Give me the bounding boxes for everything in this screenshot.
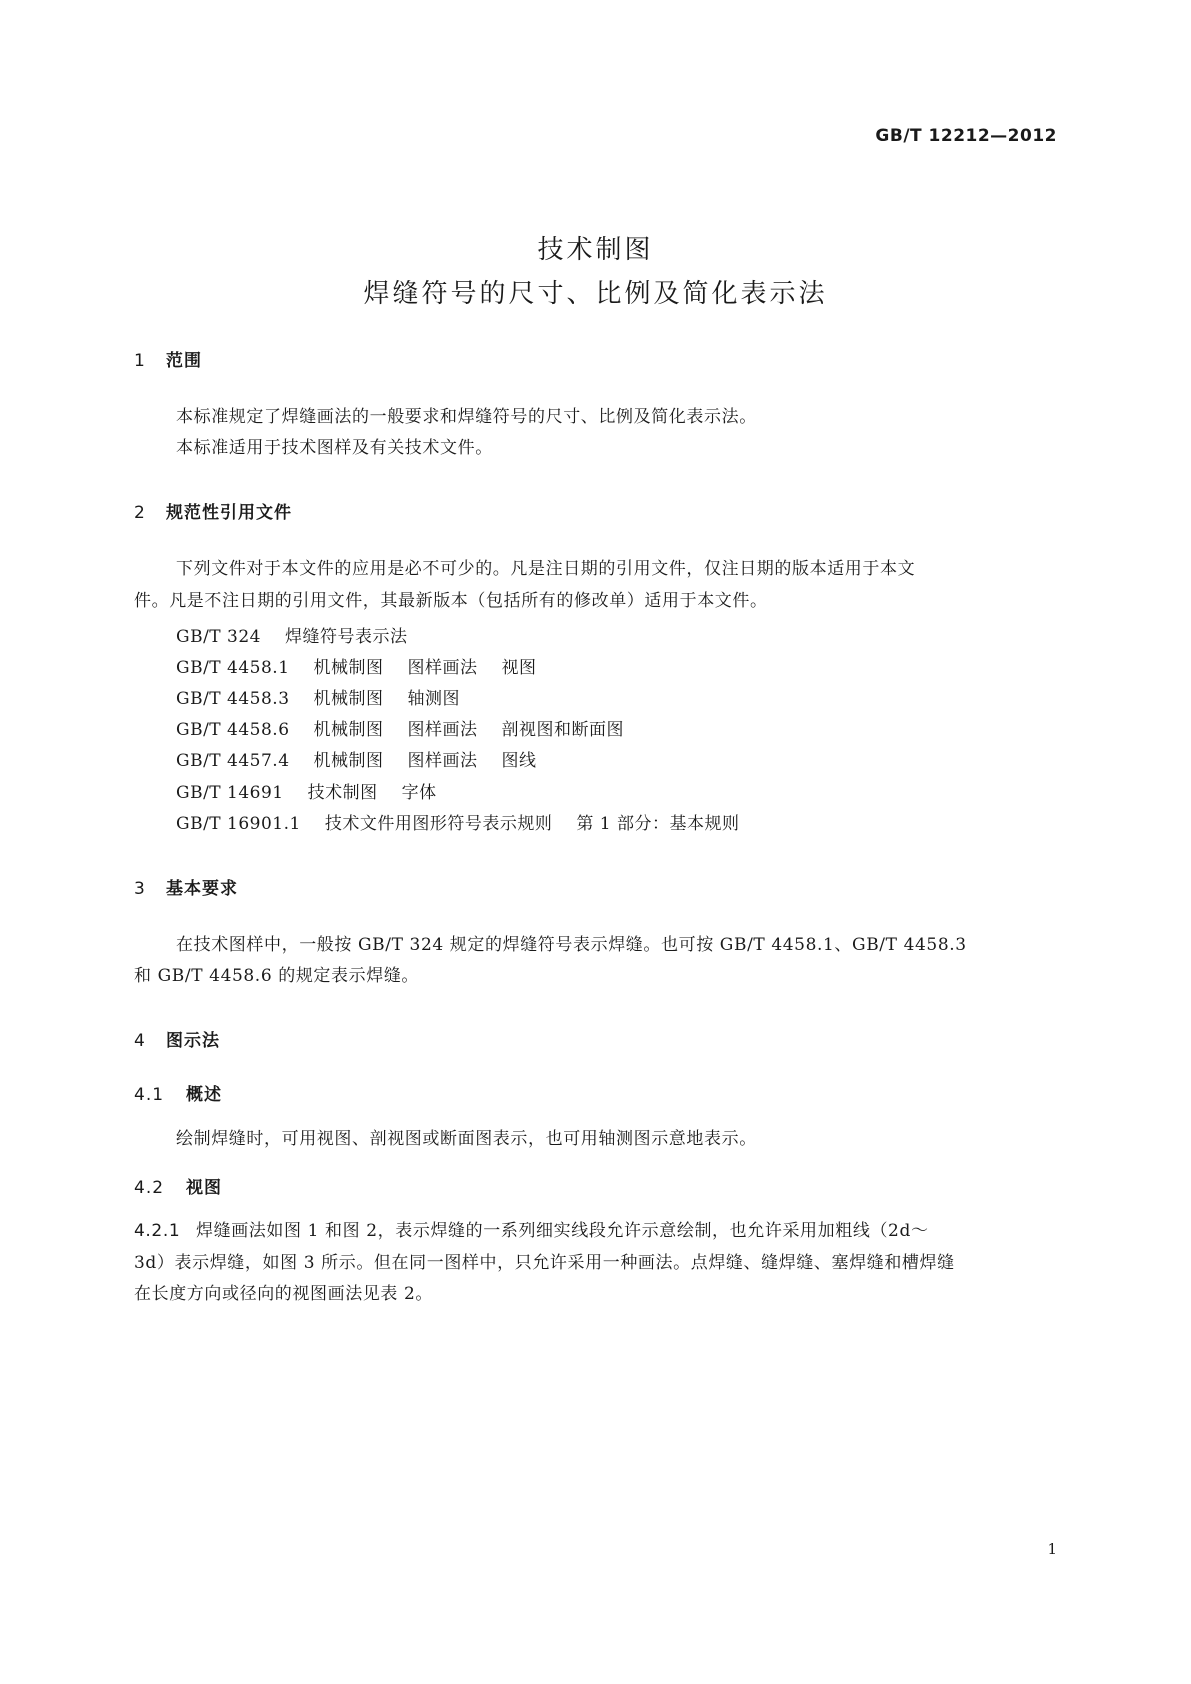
reference-item [176, 684, 460, 709]
section-3-heading [134, 874, 238, 899]
document-title [0, 228, 1191, 316]
section-number: 1 [134, 351, 146, 371]
reference-title: 图样画法 [407, 658, 478, 678]
reference-item [176, 778, 437, 803]
clause-number: 4.2.1 [134, 1221, 181, 1241]
reference-item [176, 715, 624, 740]
reference-title: 机械制图 [313, 689, 384, 709]
section-title: 视图 [186, 1178, 222, 1198]
reference-title: 剖视图和断面图 [501, 720, 625, 740]
reference-code: GB/T 324 [176, 627, 261, 647]
clause-4-2-1-line-1 [134, 1214, 1057, 1248]
section-2-heading [134, 498, 292, 523]
reference-title: 图线 [501, 751, 537, 771]
paragraph-line: 下列文件对于本文件的应用是必不可少的。凡是注日期的引用文件，仅注日期的版本适用于本文 [176, 559, 916, 579]
clause-4-2-1-line-2: 3d）表示焊缝，如图 3 所示。但在同一图样中，只允许采用一种画法。点焊缝、缝焊缝、塞焊缝和槽焊缝 [134, 1253, 955, 1273]
reference-code: GB/T 16901.1 [176, 814, 301, 834]
clause-text: 焊缝画法如图 1 和图 2，表示焊缝的一系列细实线段允许示意绘制，也允许采用加粗线（2d～ [196, 1221, 929, 1241]
paragraph: 绘制焊缝时，可用视图、剖视图或断面图表示，也可用轴测图示意地表示。 [176, 1129, 757, 1149]
page-number: 1 [1047, 1540, 1057, 1558]
section-number: 3 [134, 879, 146, 899]
reference-code: GB/T 4458.3 [176, 689, 290, 709]
section-title: 图示法 [166, 1031, 220, 1051]
reference-title: 焊缝符号表示法 [285, 627, 408, 647]
reference-title: 技术制图 [307, 783, 378, 803]
reference-title: 机械制图 [313, 658, 384, 678]
section-title: 规范性引用文件 [166, 503, 292, 523]
reference-code: GB/T 14691 [176, 783, 284, 803]
reference-title: 第 1 部分：基本规则 [576, 814, 740, 834]
reference-code: GB/T 4457.4 [176, 751, 290, 771]
reference-title: 机械制图 [313, 720, 384, 740]
reference-title: 视图 [501, 658, 537, 678]
reference-item [176, 809, 739, 834]
subsection-4-2-heading [134, 1173, 222, 1198]
reference-title: 图样画法 [407, 751, 478, 771]
paragraph: 本标准适用于技术图样及有关技术文件。 [176, 438, 493, 458]
reference-code: GB/T 4458.6 [176, 720, 290, 740]
reference-item [176, 653, 537, 678]
paragraph-line: 在技术图样中，一般按 GB/T 324 规定的焊缝符号表示焊缝。也可按 GB/T 4458.1、GB/T 4458.3 [176, 935, 967, 955]
title-line-2: 焊缝符号的尺寸、比例及简化表示法 [363, 279, 828, 309]
title-line-1: 技术制图 [537, 235, 654, 265]
section-title: 概述 [186, 1085, 222, 1105]
section-number: 4.1 [134, 1085, 165, 1105]
section-title: 范围 [166, 351, 202, 371]
section-number: 4 [134, 1031, 146, 1051]
subsection-4-1-heading [134, 1080, 222, 1105]
clause-4-2-1-line-3: 在长度方向或径向的视图画法见表 2。 [134, 1284, 434, 1304]
reference-item [176, 746, 537, 771]
reference-title: 机械制图 [313, 751, 384, 771]
paragraph: 本标准规定了焊缝画法的一般要求和焊缝符号的尺寸、比例及简化表示法。 [176, 407, 757, 427]
paragraph-line: 件。凡是不注日期的引用文件，其最新版本（包括所有的修改单）适用于本文件。 [134, 591, 768, 611]
reference-title: 图样画法 [407, 720, 478, 740]
paragraph-line: 和 GB/T 4458.6 的规定表示焊缝。 [134, 966, 420, 986]
section-number: 2 [134, 503, 146, 523]
reference-title: 轴测图 [407, 689, 461, 709]
reference-title: 字体 [401, 783, 437, 803]
reference-title: 技术文件用图形符号表示规则 [324, 814, 553, 834]
standard-code: GB/T 12212—2012 [875, 126, 1057, 146]
reference-item [176, 622, 408, 647]
section-4-heading [134, 1026, 220, 1051]
reference-code: GB/T 4458.1 [176, 658, 290, 678]
section-title: 基本要求 [166, 879, 238, 899]
section-1-heading [134, 346, 202, 371]
section-number: 4.2 [134, 1178, 165, 1198]
